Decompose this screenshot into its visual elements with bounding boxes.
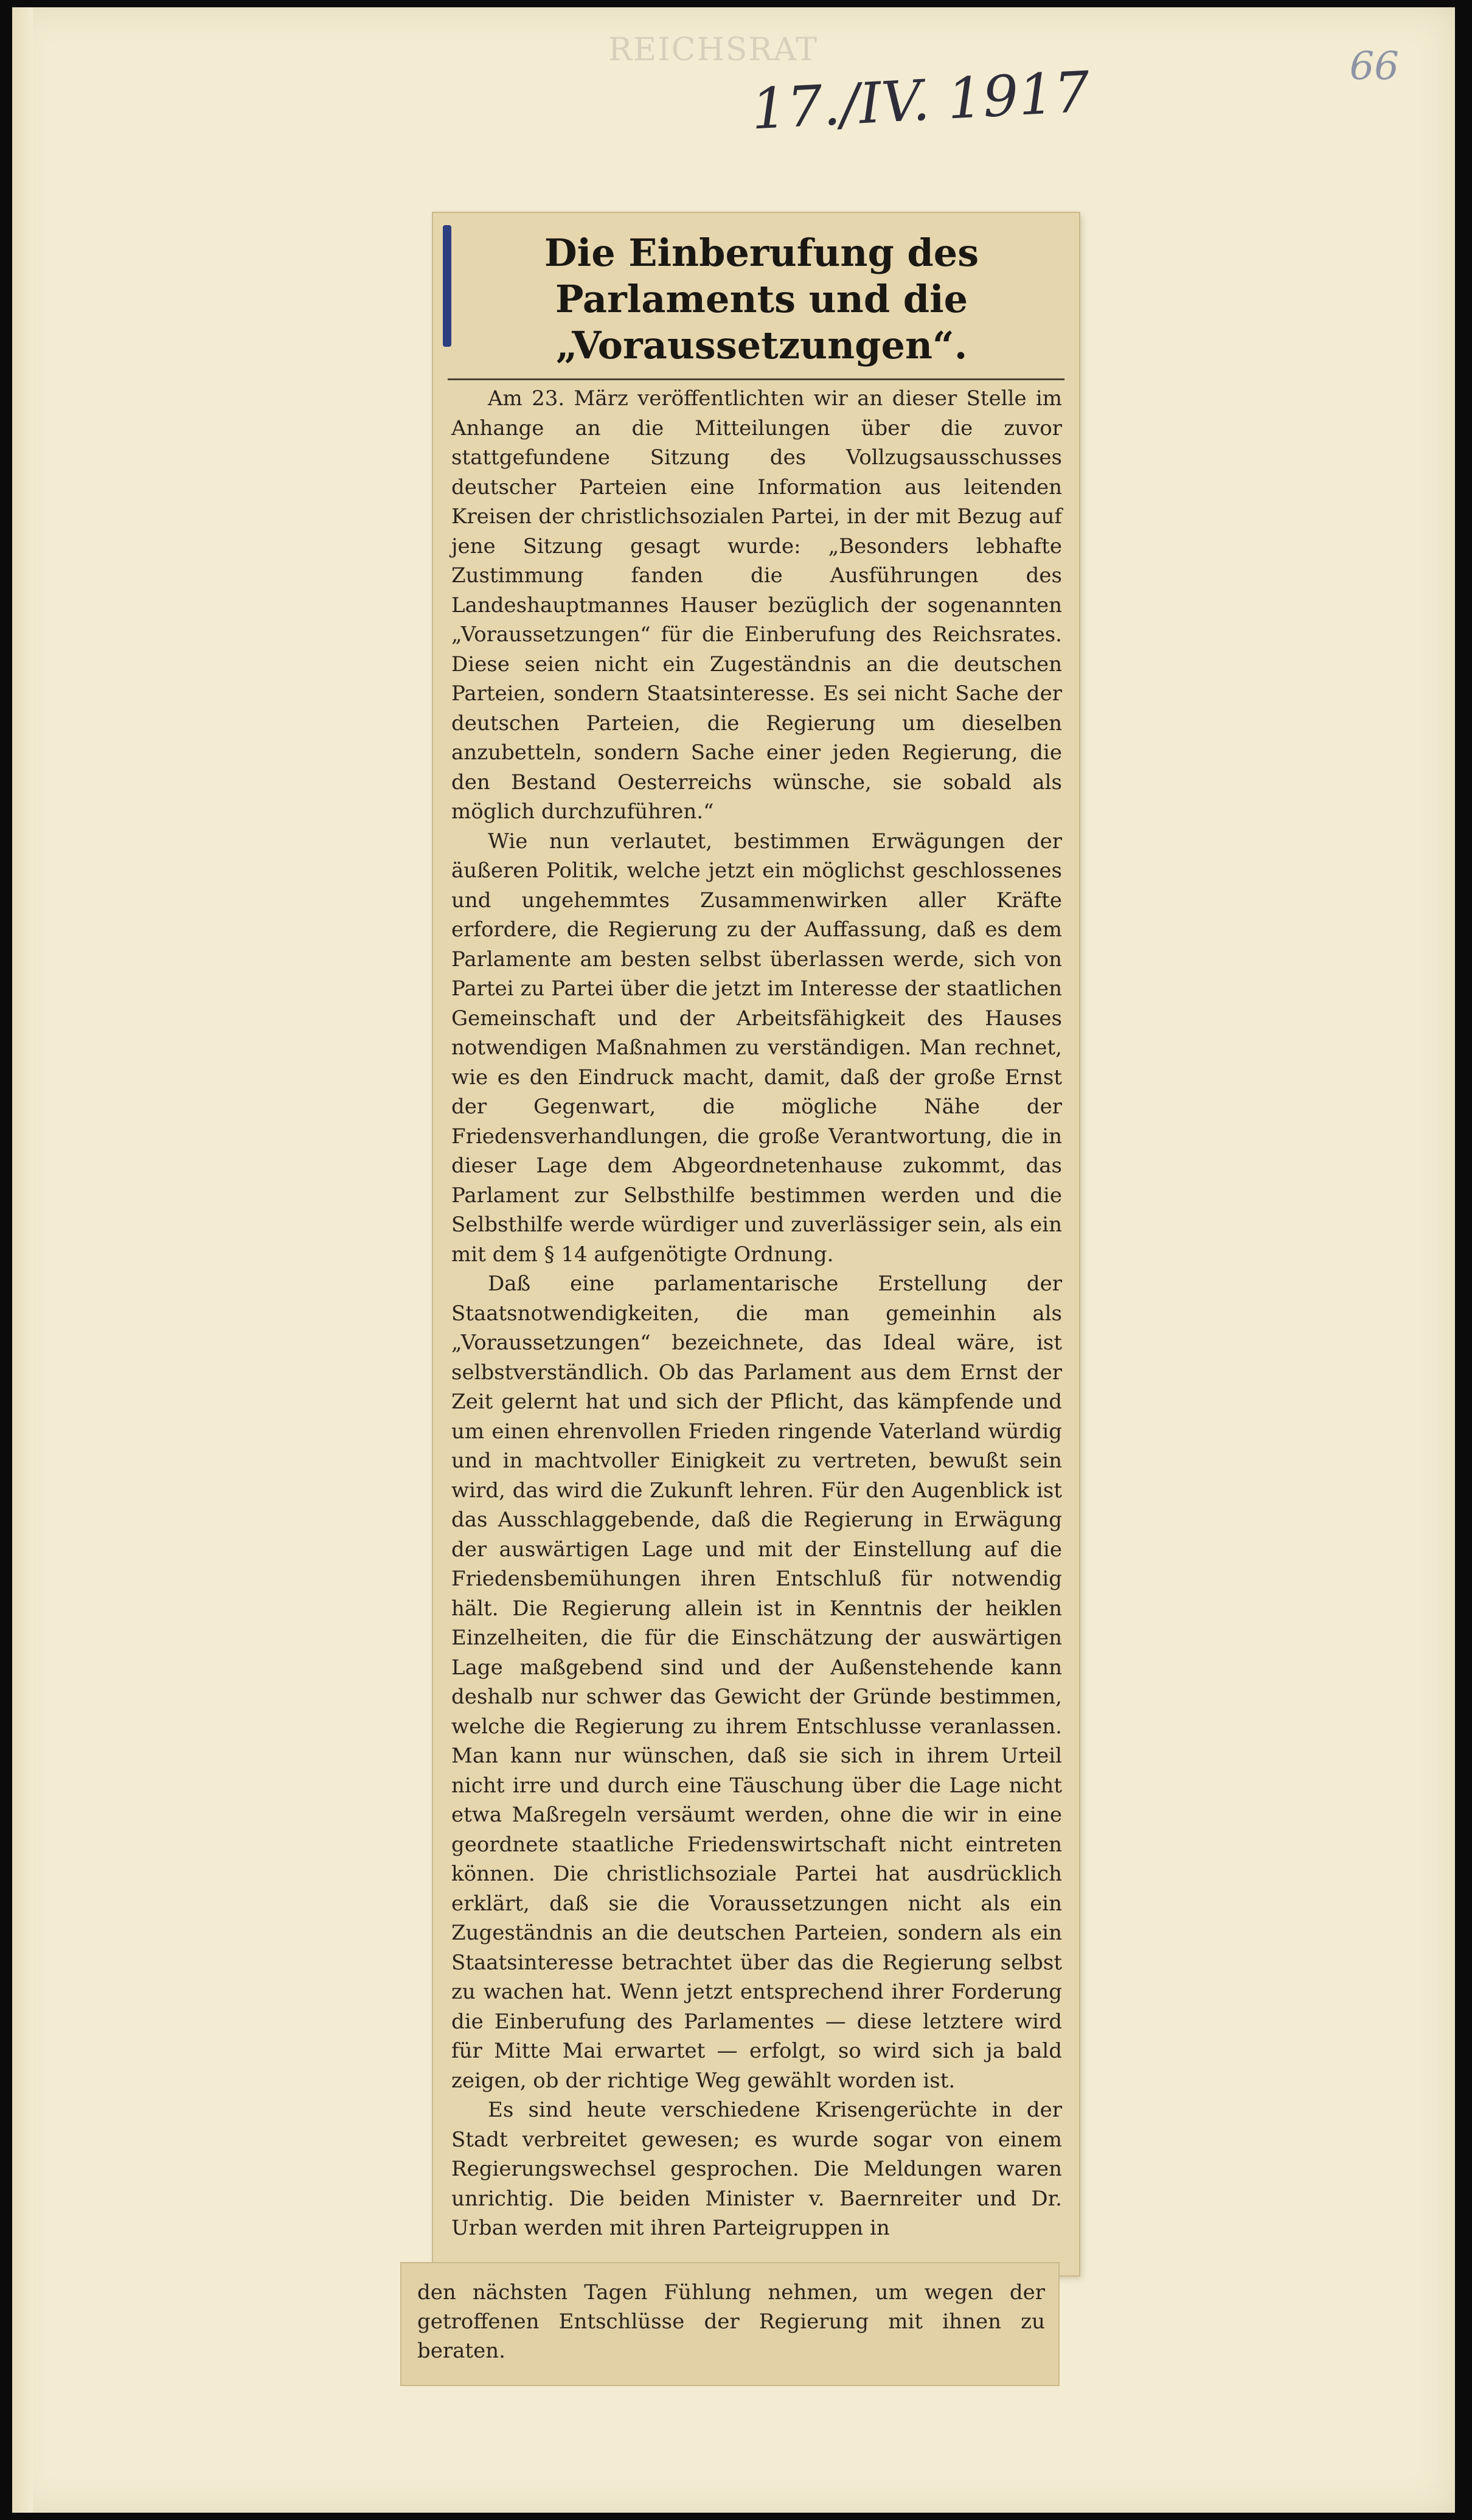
sheet-torn-edge [12,7,33,2513]
article-body [433,384,1079,2243]
handwritten-date: 17./IV. 1917 [749,59,1092,142]
article-paragraph: Am 23. März veröffentlichten wir an dieser Stelle im Anhange an die Mitteilungen über die zuvor stattgefundene Sitzung des Vollzugsausschusses deutscher Parteien eine Information aus leitenden Kreisen der christlichsozialen Partei, in der mit Bezug auf jene Sitzung gesagt wurde: „Besonders lebhafte Zustimmung fanden die Ausführungen des Landeshauptmannes Hauser bezüglich der sogenannten „Voraussetzungen“ für die Einberufung des Reichsrates. Diese seien nicht ein Zugeständnis an die deutschen Parteien, sondern Staatsinteresse. Es sei nicht Sache der deutschen Parteien, die Regierung um dieselben anzubetteln, sondern Sache einer jeden Regierung, die den Bestand Oesterreichs wünsche, sie sobald als möglich durchzuführen.“ [451,386,1062,824]
clipping-continuation [401,2263,1058,2385]
page-number: 66 [1349,44,1399,89]
article-headline: Die Einberufung des Parlaments und die „Voraussetzungen“. [544,231,979,367]
continuation-text: den nächsten Tagen Fühlung nehmen, um wegen der getroffenen Entschlüsse der Regierung mit ihnen zu beraten. [417,2280,1045,2363]
newspaper-clipping [433,213,1079,2275]
article-paragraph: Es sind heute verschiedene Krisengerüchte in der Stadt verbreitet gewesen; es wurde sogar von einem Regierungswechsel gesprochen. Die Meldungen waren unrichtig. Die beiden Minister v. Baernreiter und Dr. Urban werden mit ihren Parteigruppen in [451,2098,1062,2240]
blue-pencil-mark [443,225,451,347]
archive-stamp: REICHSRAT [608,32,818,68]
article-paragraph: Daß eine parlamentarische Erstellung der Staatsnotwendigkeiten, die man gemeinhin als „Voraussetzungen“ bezeichnete, das Ideal wäre, ist selbstverständlich. Ob das Parlament aus dem Ernst der Zeit gelernt hat und sich der Pflicht, das kämpfende und um einen ehrenvollen Frieden ringende Vaterland würdig und in machtvoller Einigkeit zu vertreten, bewußt sein wird, das wird die Zukunft lehren. Für den Augenblick ist das Ausschlaggebende, daß die Regierung in Erwägung der auswärtigen Lage und mit der Einstellung auf die Friedensbemühungen ihren Entschluß für notwendig hält. Die Regierung allein ist in Kenntnis der heiklen Einzelheiten, die für die Einschätzung der auswärtigen Lage maßgebend sind und der Außenstehende kann deshalb nur schwer das Gewicht der Gründe bestimmen, welche die Regierung zu ihrem Entschlusse veranlassen. Man kann nur wünschen, daß sie sich in ihrem Urteil nicht irre und durch eine Täuschung über die Lage nicht etwa Maßregeln versäumt werden, ohne die wir in eine geordnete staatliche Friedenswirtschaft nicht eintreten können. Die christlichsoziale Partei hat ausdrücklich erklärt, daß sie die Voraussetzungen nicht als ein Zugeständnis an die deutschen Parteien, sondern als ein Staatsinteresse betrachtet über das die Regierung selbst zu wachen hat. Wenn jetzt entsprechend ihrer Forderung die Einberufung des Parlamentes — diese letztere wird für Mitte Mai erwartet — erfolgt, so wird sich ja bald zeigen, ob der richtige Weg gewählt worden ist. [451,1272,1062,2093]
article-paragraph: Wie nun verlautet, bestimmen Erwägungen der äußeren Politik, welche jetzt ein möglichst geschlossenes und ungehemmtes Zusammenwirken aller Kräfte erfordere, die Regierung zu der Auffassung, daß es dem Parlamente am besten selbst überlassen werde, sich von Partei zu Partei über die jetzt im Interesse der staatlichen Gemeinschaft und der Arbeitsfähigkeit des Hauses notwendigen Maßnahmen zu verständigen. Man rechnet, wie es den Eindruck macht, damit, daß der große Ernst der Gegenwart, die mögliche Nähe der Friedensverhandlungen, die große Verantwortung, die in dieser Lage dem Abgeordnetenhause zukommt, das Parlament zur Selbsthilfe bestimmen werden und die Selbsthilfe werde würdiger und zuverlässiger sein, als ein mit dem § 14 aufgenötigte Ordnung. [451,829,1062,1267]
headline-rule [448,378,1064,380]
